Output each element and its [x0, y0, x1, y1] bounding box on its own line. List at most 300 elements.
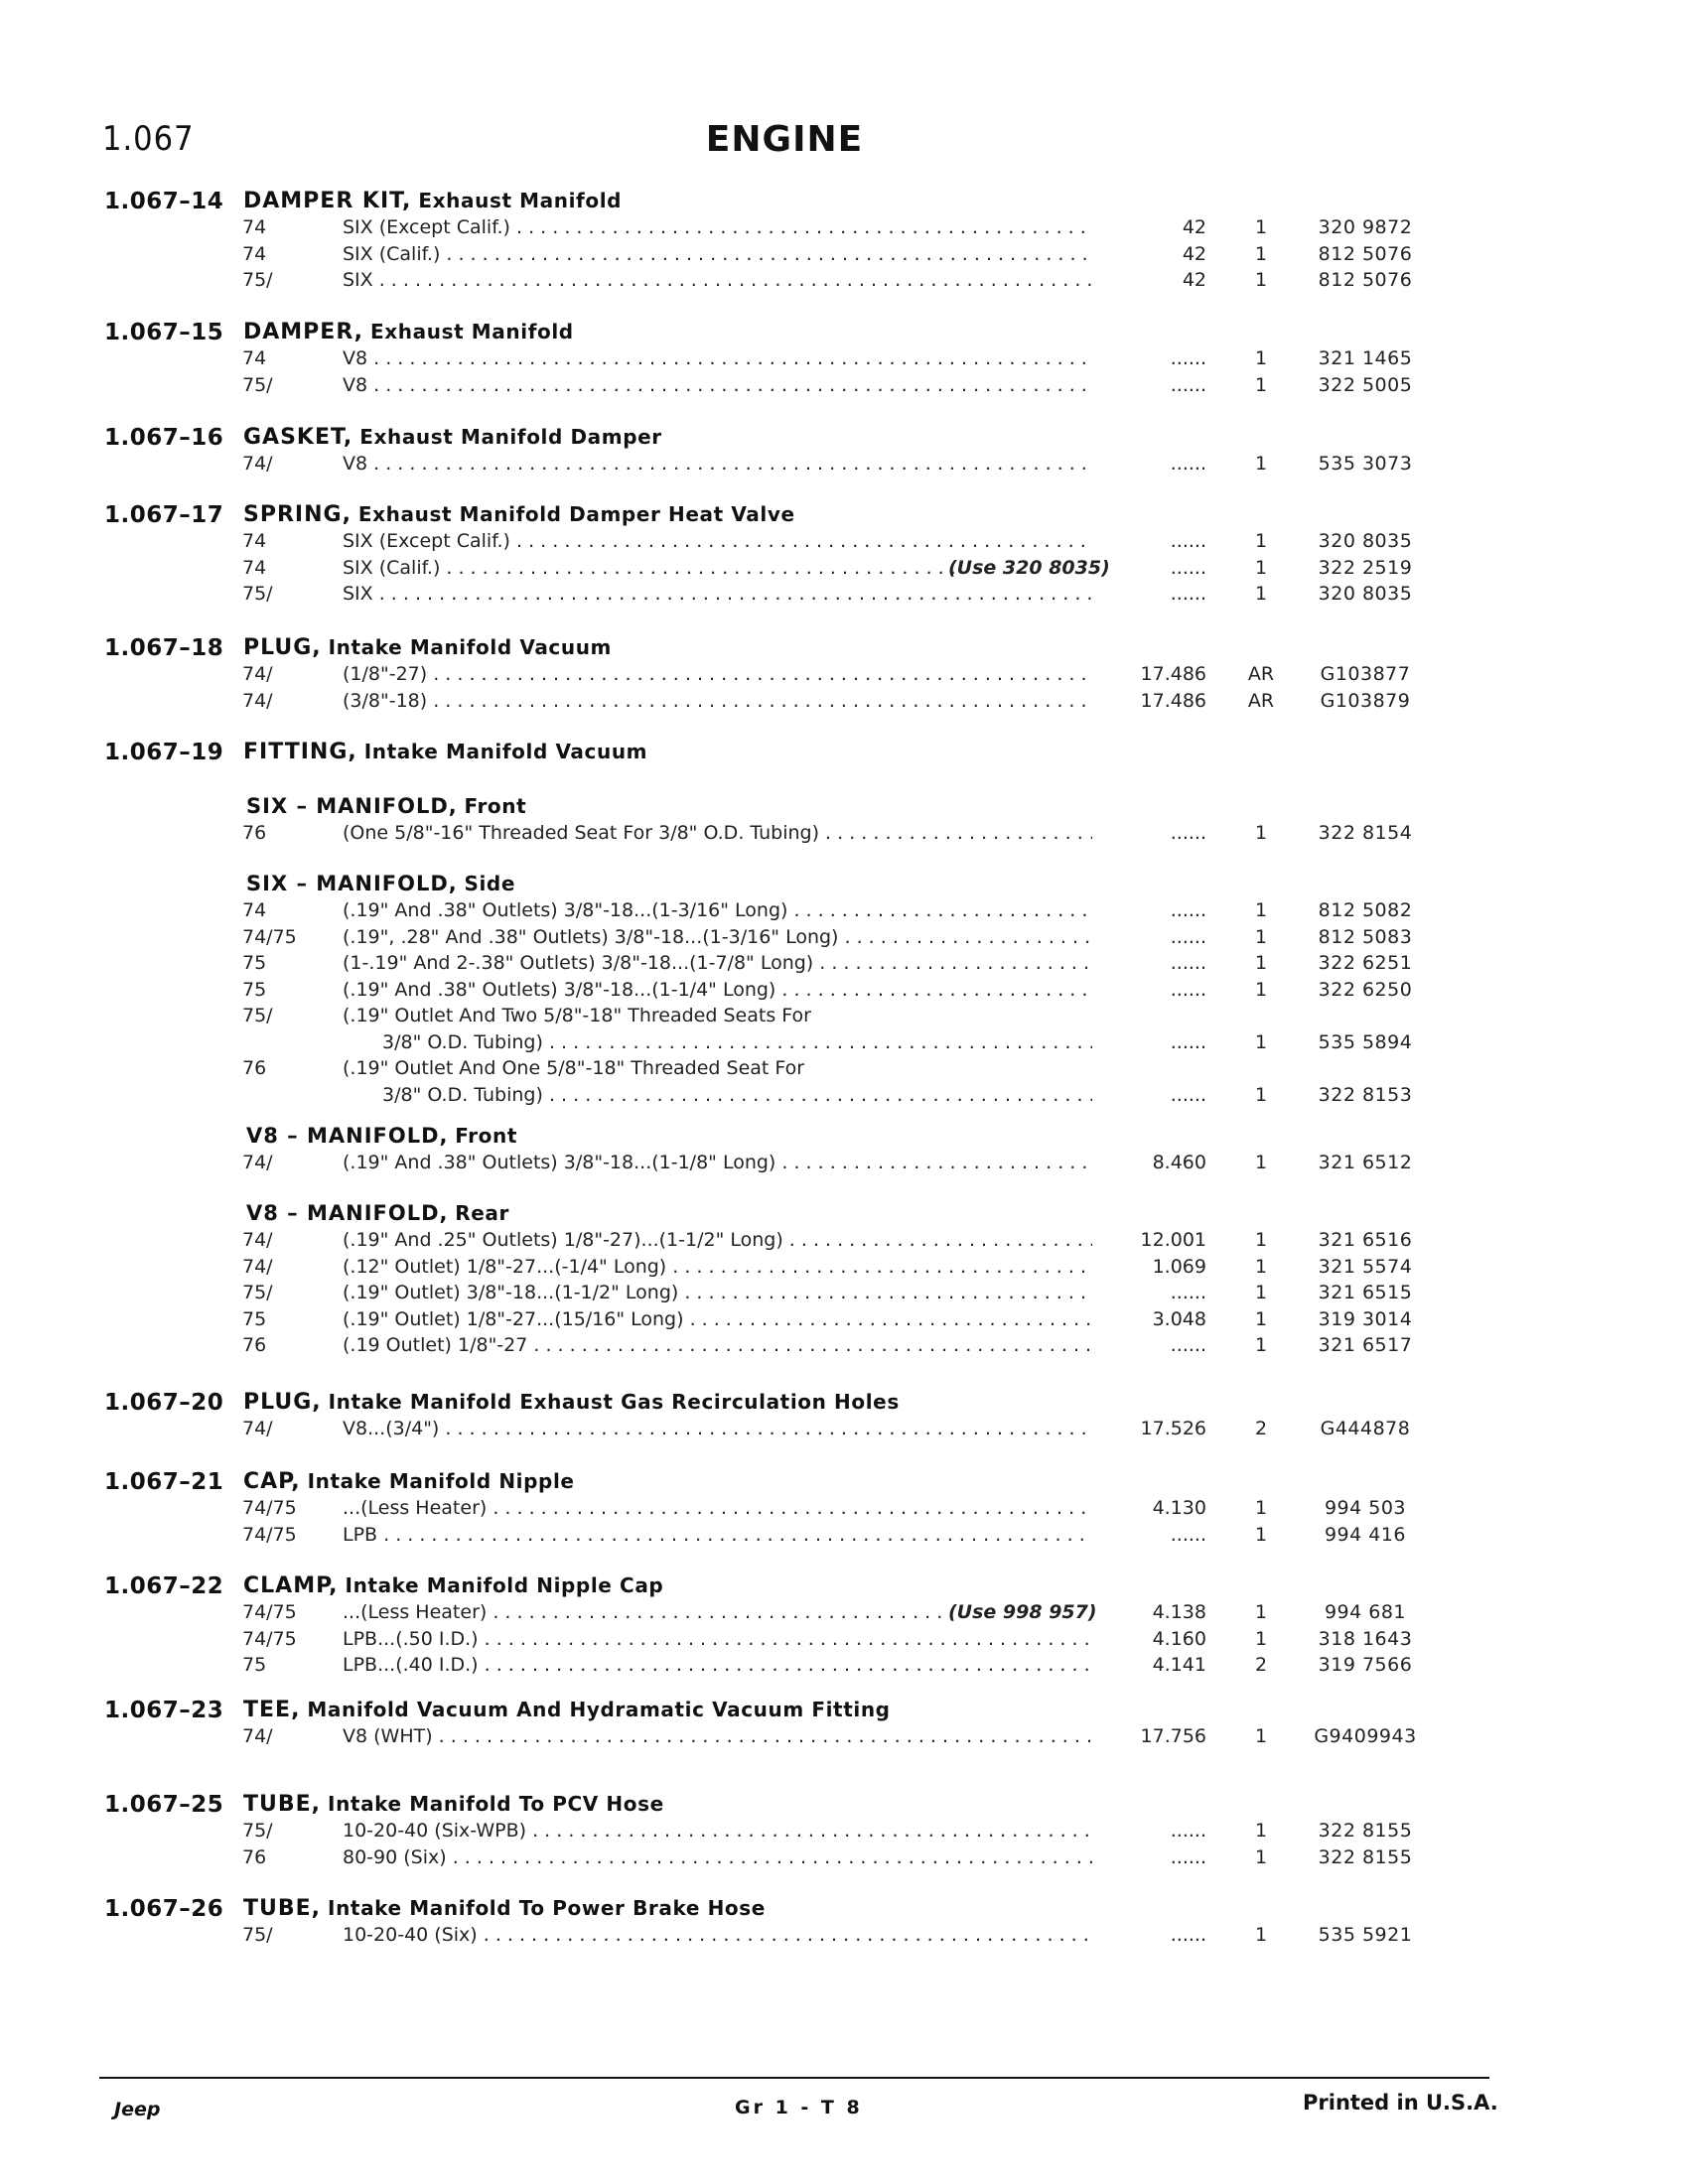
part-row [0, 1725, 1688, 1751]
quantity: 1 [1254, 1229, 1268, 1251]
part-number: 812 5076 [1318, 242, 1413, 265]
subgroup-name: V8 – MANIFOLD, [246, 1124, 449, 1148]
description-text: (1-.19" And 2-.38" Outlets) 3/8"-18...(1-7/8" Long) [343, 952, 814, 974]
figure-reference: 17.756 [1140, 1725, 1206, 1747]
part-number: 322 2519 [1318, 556, 1413, 579]
part-row [0, 1152, 1688, 1177]
part-name-detail: Intake Manifold Vacuum [363, 740, 648, 763]
part-name-detail: Intake Manifold To Power Brake Hose [328, 1896, 766, 1920]
part-number: 322 5005 [1318, 373, 1413, 396]
part-number: 321 6512 [1318, 1152, 1413, 1173]
description-text: V8 [343, 453, 368, 475]
part-description [382, 1031, 1092, 1057]
part-description [343, 1628, 1092, 1654]
use-instead-note: (Use 998 957) [948, 1601, 1097, 1623]
quantity: 1 [1254, 583, 1268, 605]
description-text: (.19" Outlet) 1/8"-27...(15/16" Long) [343, 1307, 684, 1330]
model-year: 74/75 [242, 1601, 297, 1623]
group-title [243, 502, 795, 527]
part-name: SPRING, [243, 502, 352, 527]
description-text: (.19" Outlet And Two 5/8"-18" Threaded Seats For [343, 1005, 811, 1026]
part-description [343, 899, 1092, 925]
part-row [0, 1524, 1688, 1550]
footer-group-code: Gr 1 - T 8 [735, 2097, 863, 2118]
figure-reference: 4.141 [1152, 1654, 1206, 1676]
model-year: 74 [242, 216, 267, 238]
part-row [0, 1282, 1688, 1307]
figure-reference: ...... [1170, 822, 1206, 844]
part-description [382, 1084, 1092, 1110]
description-text: SIX (Except Calif.) [343, 216, 510, 238]
figure-reference: 17.486 [1140, 663, 1206, 685]
part-number: 322 8154 [1318, 822, 1413, 844]
part-row [0, 690, 1688, 716]
quantity: AR [1247, 663, 1275, 685]
figure-reference: ...... [1170, 1282, 1206, 1303]
quantity: 1 [1254, 1497, 1268, 1519]
part-number: 322 6251 [1318, 952, 1413, 974]
part-row [0, 1846, 1688, 1872]
figure-reference: 42 [1182, 269, 1206, 291]
part-number: 812 5076 [1318, 269, 1413, 291]
quantity: 1 [1254, 1820, 1268, 1842]
figure-reference: ...... [1170, 1083, 1206, 1106]
part-number: 321 6517 [1318, 1334, 1413, 1356]
description-text: LPB [343, 1523, 378, 1546]
group-number: 1.067–21 [104, 1469, 224, 1495]
model-year: 74/ [242, 1418, 273, 1439]
model-year: 76 [242, 1334, 267, 1356]
quantity: AR [1247, 689, 1275, 712]
part-number: 535 3073 [1318, 453, 1413, 475]
part-number: 320 8035 [1318, 530, 1413, 552]
description-text: (.19" And .38" Outlets) 3/8"-18...(1-1/4" Long) [343, 978, 776, 1001]
model-year: 74/75 [242, 925, 297, 948]
part-description [343, 1418, 1092, 1443]
figure-reference: 4.138 [1152, 1601, 1206, 1623]
subgroup-title [246, 1201, 509, 1225]
part-number: G444878 [1320, 1418, 1411, 1439]
part-description [343, 1924, 1092, 1950]
part-row [0, 374, 1688, 400]
model-year: 74 [242, 242, 267, 265]
model-year: 76 [242, 1845, 267, 1868]
part-number: 535 5894 [1318, 1030, 1413, 1053]
part-row [0, 1601, 1688, 1627]
quantity: 1 [1254, 822, 1268, 844]
part-name-detail: Intake Manifold Exhaust Gas Recirculation Holes [328, 1390, 900, 1414]
description-text: LPB...(.40 I.D.) [343, 1654, 479, 1676]
part-row [0, 1654, 1688, 1680]
subgroup-detail: Side [464, 872, 516, 895]
model-year: 74/ [242, 453, 273, 475]
description-text: LPB...(.50 I.D.) [343, 1627, 479, 1650]
part-name: TEE, [243, 1698, 301, 1722]
part-row [0, 899, 1688, 925]
model-year: 75/ [242, 1282, 273, 1303]
group-number: 1.067–26 [104, 1896, 224, 1922]
group-number: 1.067–22 [104, 1573, 224, 1599]
footer-brand: Jeep [114, 2099, 161, 2120]
part-description [343, 822, 1092, 848]
group-title [243, 1390, 900, 1415]
part-description [343, 243, 1092, 269]
part-name: FITTING, [243, 740, 357, 764]
quantity: 2 [1254, 1418, 1268, 1439]
subgroup-detail: Rear [455, 1201, 509, 1225]
part-description [343, 583, 1092, 609]
model-year: 74/ [242, 1229, 273, 1251]
figure-reference: ...... [1170, 453, 1206, 475]
description-text: SIX [343, 583, 373, 605]
part-number: 322 8155 [1318, 1845, 1413, 1868]
model-year: 74 [242, 556, 267, 579]
group-number: 1.067–17 [104, 502, 224, 528]
quantity: 1 [1254, 453, 1268, 475]
subgroup-title [246, 1124, 517, 1148]
part-name: CLAMP, [243, 1573, 339, 1598]
quantity: 1 [1254, 978, 1268, 1001]
description-text: (.12" Outlet) 1/8"-27...(-1/4" Long) [343, 1255, 667, 1278]
group-title [243, 1896, 766, 1921]
figure-reference: ...... [1170, 1334, 1206, 1356]
part-description [343, 926, 1092, 952]
description-text: SIX (Except Calif.) [343, 530, 510, 552]
group-title [243, 1469, 575, 1494]
part-description [343, 453, 1092, 478]
part-name: GASKET, [243, 425, 353, 450]
part-description [343, 1308, 1092, 1334]
part-row [0, 453, 1688, 478]
group-title [243, 425, 662, 450]
description-text: (1/8"-27) [343, 663, 428, 685]
model-year: 74/75 [242, 1627, 297, 1650]
part-row [0, 1031, 1688, 1057]
description-text: SIX (Calif.) [343, 242, 441, 265]
part-number: 321 5574 [1318, 1255, 1413, 1278]
part-description [343, 216, 1092, 242]
quantity: 1 [1254, 1601, 1268, 1623]
part-description [343, 374, 1092, 400]
description-text: 80-90 (Six) [343, 1845, 447, 1868]
group-number: 1.067–23 [104, 1698, 224, 1723]
part-description [343, 1005, 1092, 1030]
part-row [0, 1308, 1688, 1334]
description-text: (.19" Outlet) 3/8"-18...(1-1/2" Long) [343, 1282, 679, 1303]
description-text: V8 (WHT) [343, 1725, 433, 1747]
part-description [343, 269, 1092, 295]
description-text: SIX [343, 269, 373, 291]
model-year: 74/ [242, 663, 273, 685]
part-row [0, 979, 1688, 1005]
model-year: 75 [242, 1307, 267, 1330]
part-name-detail: Intake Manifold Nipple Cap [345, 1573, 664, 1597]
part-number: G9409943 [1314, 1725, 1417, 1747]
part-row [0, 557, 1688, 583]
quantity: 1 [1254, 1924, 1268, 1946]
part-row [0, 269, 1688, 295]
group-title [243, 635, 612, 660]
model-year: 74 [242, 899, 267, 921]
part-row [0, 1628, 1688, 1654]
quantity: 1 [1254, 347, 1268, 369]
model-year: 75 [242, 978, 267, 1001]
part-name: TUBE, [243, 1792, 322, 1817]
page-title: ENGINE [705, 119, 864, 160]
figure-reference: ...... [1170, 1820, 1206, 1842]
part-row [0, 1057, 1688, 1083]
figure-reference: 17.486 [1140, 689, 1206, 712]
part-description [343, 1229, 1092, 1255]
description-text: (.19", .28" And .38" Outlets) 3/8"-18...(1-3/16" Long) [343, 925, 839, 948]
quantity: 1 [1254, 1725, 1268, 1747]
section-number: 1.067 [102, 119, 195, 159]
description-text: (3/8"-18) [343, 689, 428, 712]
model-year: 74/ [242, 689, 273, 712]
figure-reference: ...... [1170, 556, 1206, 579]
part-description [343, 690, 1092, 716]
group-title [243, 1698, 891, 1722]
quantity: 1 [1254, 216, 1268, 238]
quantity: 1 [1254, 1334, 1268, 1356]
footer-divider [99, 2077, 1489, 2079]
part-row [0, 952, 1688, 978]
figure-reference: ...... [1170, 1030, 1206, 1053]
part-name-detail: Exhaust Manifold [418, 189, 623, 212]
quantity: 1 [1254, 899, 1268, 921]
figure-reference: ...... [1170, 373, 1206, 396]
description-text: (.19 Outlet) 1/8"-27 [343, 1334, 528, 1356]
figure-reference: ...... [1170, 347, 1206, 369]
part-description [343, 1282, 1092, 1307]
part-number: 320 8035 [1318, 583, 1413, 605]
part-row [0, 1924, 1688, 1950]
part-description [343, 1654, 1092, 1680]
figure-reference: ...... [1170, 1845, 1206, 1868]
quantity: 1 [1254, 925, 1268, 948]
description-text: (.19" And .38" Outlets) 3/8"-18...(1-1/8" Long) [343, 1152, 776, 1173]
part-name: DAMPER KIT, [243, 189, 412, 213]
figure-reference: ...... [1170, 530, 1206, 552]
part-description [343, 952, 1092, 978]
subgroup-detail: Front [464, 794, 527, 818]
model-year: 76 [242, 1057, 267, 1079]
quantity: 1 [1254, 952, 1268, 974]
part-number: 319 3014 [1318, 1307, 1413, 1330]
part-description [343, 1846, 1092, 1872]
part-row [0, 1334, 1688, 1360]
part-number: G103877 [1320, 663, 1411, 685]
part-description [343, 347, 1092, 373]
description-text: 3/8" O.D. Tubing) [382, 1083, 543, 1106]
part-row [0, 216, 1688, 242]
part-name-detail: Exhaust Manifold [370, 320, 574, 343]
figure-reference: ...... [1170, 583, 1206, 605]
part-number: 994 681 [1324, 1601, 1407, 1623]
quantity: 1 [1254, 530, 1268, 552]
quantity: 1 [1254, 269, 1268, 291]
quantity: 1 [1254, 1083, 1268, 1106]
part-description [343, 1057, 1092, 1083]
figure-reference: ...... [1170, 925, 1206, 948]
part-number: 321 1465 [1318, 347, 1413, 369]
model-year: 74/75 [242, 1523, 297, 1546]
figure-reference: ...... [1170, 1924, 1206, 1946]
quantity: 1 [1254, 242, 1268, 265]
group-number: 1.067–20 [104, 1390, 224, 1416]
part-name: CAP, [243, 1469, 301, 1494]
description-text: (.19" And .38" Outlets) 3/8"-18...(1-3/16" Long) [343, 899, 788, 921]
figure-reference: 4.160 [1152, 1627, 1206, 1650]
model-year: 75 [242, 1654, 267, 1676]
group-number: 1.067–15 [104, 320, 224, 345]
quantity: 2 [1254, 1654, 1268, 1676]
part-row [0, 1084, 1688, 1110]
quantity: 1 [1254, 1030, 1268, 1053]
model-year: 75/ [242, 1924, 273, 1946]
part-name: DAMPER, [243, 320, 364, 344]
part-number: 319 7566 [1318, 1654, 1413, 1676]
figure-reference: 3.048 [1152, 1307, 1206, 1330]
subgroup-name: SIX – MANIFOLD, [246, 794, 458, 818]
model-year: 75/ [242, 583, 273, 605]
model-year: 74 [242, 347, 267, 369]
part-number: 318 1643 [1318, 1627, 1413, 1650]
group-number: 1.067–18 [104, 635, 224, 661]
group-number: 1.067–16 [104, 425, 224, 451]
part-number: 994 416 [1324, 1523, 1407, 1546]
model-year: 74 [242, 530, 267, 552]
part-row [0, 583, 1688, 609]
part-number: 812 5082 [1318, 899, 1413, 921]
part-description [343, 1820, 1092, 1845]
quantity: 1 [1254, 1152, 1268, 1173]
description-text: 10-20-40 (Six) [343, 1924, 478, 1946]
group-title [243, 320, 574, 344]
part-name-detail: Exhaust Manifold Damper [359, 425, 662, 449]
part-description [343, 1152, 1092, 1177]
group-title [243, 1792, 664, 1817]
part-name-detail: Manifold Vacuum And Hydramatic Vacuum Fitting [307, 1698, 891, 1721]
use-instead-note: (Use 320 8035) [948, 556, 1110, 579]
quantity: 1 [1254, 1307, 1268, 1330]
description-text: V8 [343, 373, 368, 396]
figure-reference: 4.130 [1152, 1497, 1206, 1519]
subgroup-name: SIX – MANIFOLD, [246, 872, 458, 895]
description-text: ...(Less Heater) [343, 1601, 488, 1623]
quantity: 1 [1254, 1523, 1268, 1546]
group-title [243, 740, 647, 764]
part-row [0, 1229, 1688, 1255]
group-number: 1.067–14 [104, 189, 224, 214]
figure-reference: ...... [1170, 1523, 1206, 1546]
description-text: 3/8" O.D. Tubing) [382, 1030, 543, 1053]
part-row [0, 1418, 1688, 1443]
part-description [343, 1256, 1092, 1282]
part-name: TUBE, [243, 1896, 322, 1921]
model-year: 75/ [242, 1005, 273, 1026]
part-description [343, 1497, 1092, 1523]
figure-reference: 12.001 [1140, 1229, 1206, 1251]
figure-reference: 42 [1182, 242, 1206, 265]
subgroup-detail: Front [455, 1124, 517, 1148]
subgroup-title [246, 872, 515, 895]
quantity: 1 [1254, 373, 1268, 396]
part-row [0, 530, 1688, 556]
part-row [0, 1256, 1688, 1282]
part-number: G103879 [1320, 689, 1411, 712]
part-number: 994 503 [1324, 1497, 1407, 1519]
model-year: 75/ [242, 373, 273, 396]
footer-printed: Printed in U.S.A. [1303, 2091, 1498, 2115]
model-year: 74/ [242, 1725, 273, 1747]
part-row [0, 1005, 1688, 1030]
part-name: PLUG, [243, 635, 322, 660]
model-year: 75/ [242, 1820, 273, 1842]
part-description [343, 979, 1092, 1005]
part-number: 320 9872 [1318, 216, 1413, 238]
figure-reference: 17.526 [1140, 1418, 1206, 1439]
part-row [0, 347, 1688, 373]
part-description [343, 557, 960, 583]
part-number: 322 8153 [1318, 1083, 1413, 1106]
part-row [0, 243, 1688, 269]
part-name-detail: Exhaust Manifold Damper Heat Valve [357, 502, 795, 526]
quantity: 1 [1254, 1255, 1268, 1278]
part-name: PLUG, [243, 1390, 322, 1415]
model-year: 74/ [242, 1152, 273, 1173]
description-text: SIX (Calif.) [343, 556, 441, 579]
part-row [0, 1820, 1688, 1845]
part-description [343, 663, 1092, 689]
model-year: 74/75 [242, 1497, 297, 1519]
quantity: 1 [1254, 1282, 1268, 1303]
group-number: 1.067–19 [104, 740, 224, 765]
quantity: 1 [1254, 1845, 1268, 1868]
figure-reference: 42 [1182, 216, 1206, 238]
figure-reference: 8.460 [1152, 1152, 1206, 1173]
part-number: 322 8155 [1318, 1820, 1413, 1842]
part-number: 812 5083 [1318, 925, 1413, 948]
part-row [0, 663, 1688, 689]
part-number: 321 6515 [1318, 1282, 1413, 1303]
part-row [0, 1497, 1688, 1523]
description-text: (.19" Outlet And One 5/8"-18" Threaded Seat For [343, 1057, 805, 1079]
part-name-detail: Intake Manifold To PCV Hose [328, 1792, 664, 1816]
description-text: (One 5/8"-16" Threaded Seat For 3/8" O.D. Tubing) [343, 822, 820, 844]
figure-reference: ...... [1170, 952, 1206, 974]
model-year: 75 [242, 952, 267, 974]
part-description [343, 1524, 1092, 1550]
group-title [243, 1573, 663, 1598]
subgroup-title [246, 794, 526, 818]
part-row [0, 926, 1688, 952]
quantity: 1 [1254, 1627, 1268, 1650]
part-row [0, 822, 1688, 848]
part-description [343, 530, 1092, 556]
model-year: 74/ [242, 1255, 273, 1278]
part-description [343, 1334, 1092, 1360]
part-description [343, 1601, 960, 1627]
part-number: 321 6516 [1318, 1229, 1413, 1251]
group-title [243, 189, 622, 213]
figure-reference: ...... [1170, 978, 1206, 1001]
part-name-detail: Intake Manifold Nipple [307, 1469, 575, 1493]
figure-reference: 1.069 [1152, 1255, 1206, 1278]
description-text: V8 [343, 347, 368, 369]
description-text: V8...(3/4") [343, 1418, 440, 1439]
description-text: ...(Less Heater) [343, 1497, 488, 1519]
